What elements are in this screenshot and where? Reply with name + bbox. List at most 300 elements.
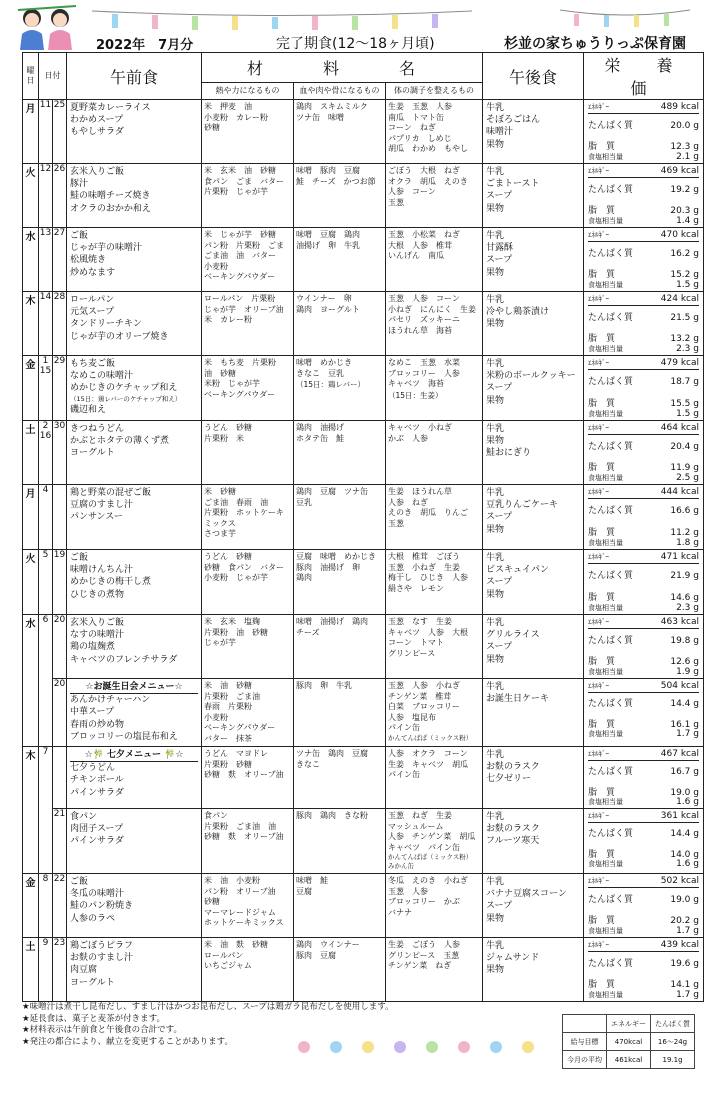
header-ing-body: 体の調子を整えるもの: [386, 82, 483, 99]
nutrition-number: 16.2: [670, 249, 691, 259]
text-line: 牛乳: [486, 295, 505, 305]
nutrition-row: [588, 681, 699, 693]
nutrition-label: たんぱく質: [588, 829, 634, 839]
menu-row: [23, 292, 704, 356]
nutrition-value: [670, 463, 699, 473]
nutrition-number: 1.4: [676, 216, 691, 226]
nutrition-unit: g: [693, 657, 699, 667]
nutrition-unit: g: [693, 788, 699, 798]
nutrition-unit: g: [693, 667, 699, 677]
nutrition-box: [588, 164, 699, 226]
ingredients-body: [386, 809, 483, 874]
text-line: キャベツ パイン缶: [388, 842, 460, 852]
text-line: 生姜 玉葱 人参: [388, 102, 452, 111]
nutrition-unit: g: [693, 409, 699, 419]
text-line: 味噌 鮭: [296, 876, 328, 885]
nutrition-unit: g: [693, 270, 699, 280]
text-line: パイン缶: [388, 770, 420, 779]
date-1: 13: [39, 228, 53, 292]
text-line: 中華スープ: [70, 707, 115, 718]
nutrition-unit: g: [693, 699, 699, 709]
nutrition-number: 469: [660, 166, 678, 176]
nutrition-row: [588, 358, 699, 370]
text-line: 肉団子スープ: [70, 824, 124, 835]
nutrition-label: 食塩相当量: [588, 345, 623, 353]
text-line: パインサラダ: [70, 787, 124, 798]
nutrition-row: [588, 876, 699, 888]
nutrition-label: ｴﾈﾙｷﾞｰ: [588, 941, 609, 949]
text-line: スープ: [486, 383, 513, 394]
text-line: 鮭のパン粉焼き: [70, 901, 134, 912]
nutrition-value: [676, 926, 699, 936]
header-nutrition: 栄 養 価: [584, 53, 704, 100]
text-line: うどん マヨドレ: [204, 749, 268, 758]
text-line: 小ねぎ にんにく 生姜: [388, 304, 476, 314]
nutrition-row: [588, 797, 699, 809]
text-line: 果物: [486, 913, 505, 924]
year-month: 2022年 7月分: [96, 38, 194, 53]
nutrition-unit: g: [693, 206, 699, 216]
text-line: じゃが芋の味噌汁: [70, 243, 143, 254]
nutrition-value: [661, 102, 699, 112]
ingredients-body: [386, 938, 483, 1002]
text-line: お麩のラスク: [486, 824, 540, 835]
menu-table: [22, 52, 709, 1002]
nutrition-number: 20.2: [670, 916, 691, 926]
text-line: 生姜 キャベツ 胡瓜: [388, 759, 468, 769]
text-line: ご飯: [70, 553, 89, 563]
pm-menu: [483, 938, 584, 1002]
nutrition-value: [661, 166, 699, 176]
text-line: 味噌汁: [486, 127, 514, 138]
nutrition-row: [588, 344, 699, 356]
nutrition-number: 20.4: [670, 442, 691, 452]
nutrition-row: [588, 294, 699, 306]
nutrition-number: 2.3: [676, 344, 691, 354]
nutrition-unit: g: [693, 344, 699, 354]
nutrition-unit: g: [693, 895, 699, 905]
menu-title: 完了期食(12～18ヶ月頃): [276, 36, 435, 52]
text-line: 米 油 小麦粉: [204, 876, 260, 885]
text-line: ひじきの煮物: [70, 589, 125, 600]
nutrition-box: [588, 874, 699, 936]
text-line: 絹さや レモン: [388, 583, 444, 593]
date-2: 26: [53, 164, 67, 228]
nutrition-value: [661, 681, 699, 691]
nutrition-value: [676, 152, 699, 162]
text-line: ジャムサンド: [486, 953, 540, 964]
text-line: 人参 オクラ コーン: [388, 749, 468, 758]
summary-average-energy: 461kcal: [607, 1051, 651, 1069]
nutrition-unit: g: [693, 859, 699, 869]
text-line: キャベツ 小ねぎ: [388, 423, 452, 432]
summary-target-protein: 16～24g: [651, 1033, 695, 1051]
text-line: みかん缶: [388, 862, 414, 870]
nutrition-number: 1.5: [676, 280, 691, 290]
nutrition-label: たんぱく質: [588, 959, 634, 969]
nutrition-number: 19.2: [670, 185, 691, 195]
nutrition-row: [588, 166, 699, 178]
text-line: さつま芋: [204, 529, 236, 538]
ingredients-body: [386, 421, 483, 485]
text-line: じゃが芋: [204, 638, 236, 647]
nutrition-number: 20.3: [670, 206, 691, 216]
pm-menu: [483, 421, 584, 485]
text-line: 味噌 めかじき: [296, 358, 352, 367]
text-line: 片栗粉 油 砂糖: [204, 627, 268, 637]
nutrition-unit: kcal: [680, 487, 699, 497]
text-line: 牛乳: [486, 682, 505, 692]
date-2: 29: [53, 356, 67, 421]
nutrition-row: [588, 749, 699, 761]
day-of-week: 月: [23, 100, 39, 164]
nutrition-label: ｴﾈﾙｷﾞｰ: [588, 103, 609, 111]
text-line: パプリカ しめじ: [388, 133, 452, 143]
nutrition-number: 11.9: [670, 463, 691, 473]
ingredient-note: （15日：生姜）: [388, 390, 443, 400]
nutrition-number: 16.7: [670, 767, 691, 777]
nutrition-unit: g: [693, 280, 699, 290]
nutrition-values: [584, 164, 704, 228]
text-line: 小麦粉: [204, 261, 228, 271]
nutrition-row: [588, 959, 699, 971]
nutrition-row: [588, 829, 699, 841]
nutrition-row: [588, 859, 699, 871]
nutrition-number: 2.3: [676, 603, 691, 613]
nutrition-row: [588, 249, 699, 261]
text-line: 生姜 ほうれん草: [388, 487, 452, 496]
pm-menu: [483, 809, 584, 874]
ingredients-blood: [294, 550, 386, 615]
header-dow: 曜日: [23, 53, 39, 100]
nutrition-box: [588, 938, 699, 1000]
nutrition-value: [661, 552, 699, 562]
nutrition-value: [676, 990, 699, 1000]
ingredients-body: [386, 485, 483, 550]
am-menu: [67, 550, 202, 615]
ingredients-energy: [202, 228, 294, 292]
nutrition-box: [588, 356, 699, 419]
nutrition-value: [670, 249, 699, 259]
ingredients-blood: [294, 938, 386, 1002]
date-2: 23: [53, 938, 67, 1002]
ingredients-body: [386, 356, 483, 421]
text-line: チキンボール: [70, 775, 124, 786]
nutrition-unit: g: [693, 216, 699, 226]
nutrition-number: 14.6: [670, 593, 691, 603]
nutrition-row: [588, 442, 699, 454]
text-line: ご飯: [70, 231, 89, 241]
date-1: 4: [39, 485, 53, 550]
nutrition-label: ｴﾈﾙｷﾞｰ: [588, 231, 609, 239]
text-line: えのき 胡瓜 りんご: [388, 508, 468, 517]
nutrition-row: [588, 603, 699, 615]
pm-menu: [483, 615, 584, 679]
ingredients-blood: [294, 809, 386, 874]
nutrition-number: 479: [660, 358, 678, 368]
text-line: 牛乳: [486, 231, 505, 241]
ingredient-note: かんてんぱぱ（ミックス粉）: [388, 853, 473, 861]
nutrition-row: [588, 280, 699, 292]
text-line: じゃが芋 オリーブ油: [204, 304, 284, 314]
text-line: 米粉 じゃが芋: [204, 379, 260, 388]
nutrition-number: 19.0: [670, 895, 691, 905]
header-pm: 午後食: [483, 53, 584, 100]
nutrition-row: [588, 990, 699, 1002]
text-line: 胡瓜 わかめ もやし: [388, 144, 468, 153]
nutrition-value: [670, 121, 699, 131]
text-line: 米 カレー粉: [204, 315, 252, 324]
text-line: ごま油 油 バター: [204, 251, 276, 260]
nutrition-unit: g: [693, 528, 699, 538]
text-line: 春雨の炒め物: [70, 719, 125, 730]
am-menu: [67, 747, 202, 809]
day-of-week: 木: [23, 747, 39, 874]
text-line: 小麦粉 カレー粉: [204, 112, 268, 122]
date-1: 7: [39, 747, 53, 874]
text-line: かぶ 人参: [388, 433, 428, 443]
nutrition-unit: kcal: [680, 102, 699, 112]
summary-average-protein: 19.1g: [651, 1051, 695, 1069]
nutrition-unit: g: [693, 249, 699, 259]
text-line: 砂糖: [204, 123, 220, 132]
text-line: いんげん 南瓜: [388, 251, 444, 260]
nutrition-row: [588, 617, 699, 629]
menu-row: [23, 485, 704, 550]
text-line: 果物: [486, 203, 505, 214]
nutrition-label: 食塩相当量: [588, 798, 623, 806]
text-line: 大根 人参 椎茸: [388, 240, 452, 250]
date-1: [39, 356, 53, 421]
pm-menu: [483, 679, 584, 747]
text-line: いちごジャム: [204, 961, 252, 970]
text-line: 豆腐 味噌 めかじき: [296, 552, 376, 561]
text-line: 磯辺和え: [70, 404, 107, 415]
nutrition-unit: g: [693, 603, 699, 613]
text-line: 片栗粉 じゃが芋: [204, 187, 268, 196]
text-line: 片栗粉 米: [204, 433, 244, 443]
menu-row: [23, 356, 704, 421]
nutrition-value: [670, 506, 699, 516]
text-line: 鶏肉 豆腐 ツナ缶: [296, 487, 368, 496]
nutrition-label: 脂 質: [588, 142, 616, 152]
menu-row: [23, 421, 704, 485]
ingredients-energy: [202, 809, 294, 874]
text-line: 鮭 チーズ かつお節: [296, 176, 376, 186]
pm-menu: [483, 100, 584, 164]
text-line: スープ: [486, 512, 513, 523]
nutrition-number: 504: [660, 681, 678, 691]
nutrition-unit: g: [693, 473, 699, 483]
text-line: グリンピース: [388, 648, 436, 658]
text-line: 米 油 砂糖: [204, 681, 252, 690]
nutrition-unit: kcal: [680, 940, 699, 950]
text-line: わかめスープ: [70, 115, 124, 126]
nutrition-unit: kcal: [680, 681, 699, 691]
text-line: めかじきのケチャップ和え: [70, 383, 178, 394]
ingredients-blood: [294, 292, 386, 356]
text-line: 豚肉 鶏肉 きな粉: [296, 811, 368, 820]
ingredients-energy: [202, 356, 294, 421]
menu-row: [23, 874, 704, 938]
text-line: 果物: [486, 589, 505, 600]
nutrition-values: [584, 874, 704, 938]
text-line: 七夕うどん: [70, 763, 116, 774]
am-menu: [67, 485, 202, 550]
date-value: 16: [39, 431, 52, 441]
nutrition-value: [661, 487, 699, 497]
ingredients-blood: [294, 679, 386, 747]
nutrition-label: ｴﾈﾙｷﾞｰ: [588, 812, 609, 820]
date-2: 28: [53, 292, 67, 356]
nutrition-row: [588, 552, 699, 564]
date-2: 19: [53, 550, 67, 615]
text-line: 豚肉 豆腐: [296, 950, 336, 960]
menu-row: [23, 100, 704, 164]
nutrition-value: [676, 797, 699, 807]
text-line: 豚汁: [70, 179, 89, 190]
text-line: うどん 砂糖: [204, 552, 252, 561]
nutrition-unit: g: [693, 442, 699, 452]
nutrition-number: 1.7: [676, 926, 691, 936]
nutrition-label: たんぱく質: [588, 699, 634, 709]
text-line: ブロッコリーの塩昆布和え: [70, 731, 178, 742]
text-line: ベーキングパウダー: [204, 723, 276, 732]
nutrition-box: [588, 421, 699, 483]
nutrition-values: [584, 747, 704, 809]
nutrition-number: 14.4: [670, 829, 691, 839]
text-line: マーマレードジャム: [204, 907, 276, 917]
text-line: ブロッコリー 人参: [388, 368, 460, 378]
date-2: 20: [53, 679, 67, 747]
text-line: 味噌 油揚げ 鶏肉: [296, 617, 368, 626]
nutrition-value: [661, 940, 699, 950]
nutrition-box: [588, 292, 699, 354]
nutrition-number: 464: [660, 423, 678, 433]
text-line: お麩のすまし汁: [70, 953, 134, 964]
nutrition-number: 19.6: [670, 959, 691, 969]
nutrition-row: [588, 152, 699, 164]
ingredients-blood: [294, 100, 386, 164]
text-line: きなこ: [296, 759, 320, 769]
nutrition-box: [588, 809, 699, 869]
tanabata-children-illustration: [14, 4, 80, 50]
nutrition-number: 424: [660, 294, 678, 304]
text-line: 果物: [486, 654, 505, 665]
nutrition-number: 12.3: [670, 142, 691, 152]
nutrition-label: 食塩相当量: [588, 410, 623, 418]
text-line: 牛乳: [486, 877, 505, 887]
menu-row: [23, 938, 704, 1002]
nutrition-number: 2.1: [676, 152, 691, 162]
text-line: 果物: [486, 319, 505, 330]
am-menu: [67, 164, 202, 228]
nutrition-number: 11.2: [670, 528, 691, 538]
nutrition-label: 食塩相当量: [588, 539, 623, 547]
text-line: 夏野菜カレーライス: [70, 103, 151, 113]
ingredients-blood: [294, 228, 386, 292]
page-header: [0, 0, 720, 52]
menu-row: [23, 747, 704, 809]
text-line: なすの味噌汁: [70, 630, 125, 641]
nutrition-row: [588, 571, 699, 583]
nutrition-row: [588, 473, 699, 485]
nutrition-row: [588, 506, 699, 518]
menu-row: [23, 615, 704, 679]
nutrition-number: 1.8: [676, 538, 691, 548]
date-1: 11: [39, 100, 53, 164]
nutrition-label: ｴﾈﾙｷﾞｰ: [588, 877, 609, 885]
pm-menu: [483, 874, 584, 938]
nutrition-unit: kcal: [680, 166, 699, 176]
nutrition-value: [661, 423, 699, 433]
nutrition-label: たんぱく質: [588, 121, 634, 131]
nutrition-value: [670, 959, 699, 969]
nutrition-unit: g: [693, 152, 699, 162]
text-line: 人参のラペ: [70, 913, 116, 924]
nutrition-row: [588, 230, 699, 242]
nutrition-unit: g: [693, 720, 699, 730]
ingredients-body: [386, 679, 483, 747]
pm-menu: [483, 164, 584, 228]
nutrition-unit: g: [693, 593, 699, 603]
text-line: ごぼう 大根 ねぎ: [388, 166, 460, 175]
text-line: 鮭の味噌チーズ焼き: [70, 191, 151, 202]
am-menu: [67, 292, 202, 356]
nutrition-label: 脂 質: [588, 593, 616, 603]
nutrition-value: [661, 358, 699, 368]
text-line: 砂糖 麩 オリーブ油: [204, 832, 284, 841]
text-line: 鶏の塩麹煮: [70, 642, 116, 653]
nutrition-unit: g: [693, 636, 699, 646]
nutrition-number: 14.4: [670, 699, 691, 709]
day-of-week: 金: [23, 356, 39, 421]
text-line: 豚肉 卵 牛乳: [296, 681, 352, 690]
nutrition-box: [588, 615, 699, 677]
text-line: じゃが芋のオリーブ焼き: [70, 331, 169, 342]
nutrition-number: 16.6: [670, 506, 691, 516]
am-menu: [67, 809, 202, 874]
text-line: なめこの味噌汁: [70, 371, 134, 382]
nutrition-values: [584, 292, 704, 356]
day-of-week: 水: [23, 228, 39, 292]
text-line: 冬瓜の味噌汁: [70, 889, 125, 900]
ingredients-body: [386, 874, 483, 938]
nutrition-unit: g: [693, 313, 699, 323]
text-line: キャベツ 人参 大根: [388, 627, 468, 637]
summary-average-label: 今月の平均: [563, 1051, 607, 1069]
text-line: 白菜 ブロッコリー: [388, 702, 460, 711]
nutrition-label: 脂 質: [588, 399, 616, 409]
date-2: 27: [53, 228, 67, 292]
text-line: 玄米入りご飯: [70, 618, 125, 628]
text-line: お麩のラスク: [486, 762, 540, 773]
nutrition-label: たんぱく質: [588, 506, 634, 516]
ingredients-energy: [202, 100, 294, 164]
text-line: バナナ豆腐スコーン: [486, 889, 567, 900]
nutrition-values: [584, 356, 704, 421]
nutrition-value: [676, 603, 699, 613]
nutrition-row: [588, 767, 699, 779]
nutrition-label: たんぱく質: [588, 767, 634, 777]
nutrition-number: 1.6: [676, 797, 691, 807]
date-1: 12: [39, 164, 53, 228]
menu-row: [23, 228, 704, 292]
text-line: ホットケーキミックス: [204, 918, 284, 927]
nutrition-value: [670, 657, 699, 667]
ingredients-body: [386, 292, 483, 356]
nutrition-number: 13.2: [670, 334, 691, 344]
